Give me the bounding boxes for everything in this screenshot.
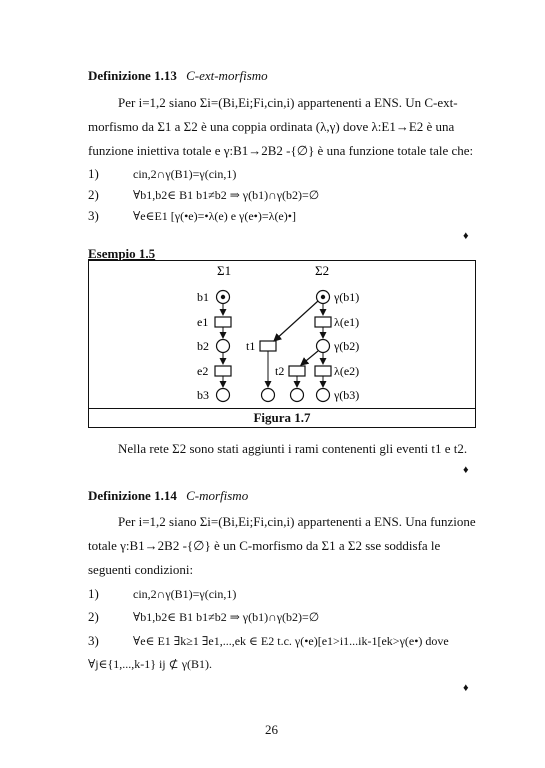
- example-note: Nella rete Σ2 sono stati aggiunti i rami contenenti gli eventi t1 e t2.: [118, 441, 468, 456]
- transition-e1: [215, 317, 231, 327]
- condition-text: ∀b1,b2∈ B1 b1≠b2 ⇒ γ(b1)∩γ(b2)=∅: [133, 188, 320, 202]
- condition-number: 1): [88, 586, 99, 601]
- condition-text: cin,2∩γ(B1)=γ(cin,1): [133, 167, 237, 181]
- place-gamma-b2: [317, 340, 330, 353]
- definition-title: C-ext-morfismo: [186, 68, 268, 83]
- end-of-example-mark: ♦: [463, 464, 469, 476]
- label-gamma-b3: γ(b3): [334, 388, 360, 402]
- definition-line: totale γ:B1→2B2 -{∅} è un C-morfismo da Σ1 a Σ2 sse soddisfa le: [88, 538, 441, 553]
- place-t2-output: [291, 389, 304, 402]
- definition-line: funzione iniettiva totale e γ:B1→2B2 -{∅} è una funzione totale tale che:: [88, 143, 474, 158]
- figure-caption: Figura 1.7: [89, 408, 475, 427]
- end-of-definition-mark: ♦: [463, 230, 469, 242]
- label-b1: b1: [197, 290, 209, 304]
- definition-heading: [88, 488, 248, 504]
- transition-lambda-e1: [315, 317, 331, 327]
- label-lambda-e1: λ(e1): [334, 315, 360, 329]
- condition-text: cin,2∩γ(B1)=γ(cin,1): [133, 587, 237, 601]
- definition-title: C-morfismo: [186, 488, 249, 503]
- definition-line: seguenti condizioni:: [88, 562, 194, 577]
- definition-line: Per i=1,2 siano Σi=(Bi,Ei;Fi,cin,i) appartenenti a ENS. Un C-ext-: [118, 95, 458, 110]
- transition-t2: [289, 366, 305, 376]
- label-gamma-b1: γ(b1): [334, 290, 360, 304]
- place-gamma-b3: [317, 389, 330, 402]
- transition-e2: [215, 366, 231, 376]
- end-of-definition-mark: ♦: [463, 682, 469, 694]
- label-e1: e1: [197, 315, 209, 329]
- label-t2: t2: [275, 364, 285, 378]
- condition-text: ∀e∈E1 [γ(•e)=•λ(e) e γ(e•)=λ(e)•]: [133, 209, 296, 223]
- label-t1: t1: [246, 339, 256, 353]
- definition-line: Per i=1,2 siano Σi=(Bi,Ei;Fi,cin,i) appartenenti a ENS. Una funzione: [118, 514, 476, 529]
- condition-number: 2): [88, 187, 99, 202]
- example-label: Esempio 1.5: [88, 246, 156, 261]
- token: [321, 295, 325, 299]
- place-b2: [217, 340, 230, 353]
- transition-lambda-e2: [315, 366, 331, 376]
- definition-line: morfismo da Σ1 a Σ2 è una coppia ordinata (λ,γ) dove λ:E1→E2 è una: [88, 119, 455, 134]
- net-left-label: Σ1: [217, 263, 232, 278]
- definition-label: Definizione 1.13: [88, 68, 177, 83]
- definition-label: Definizione 1.14: [88, 488, 177, 503]
- definition-heading: [88, 68, 268, 84]
- transition-t1: [260, 341, 276, 351]
- page-number: 26: [265, 722, 278, 737]
- place-t1-output: [262, 389, 275, 402]
- condition-continuation: ∀j∈{1,...,k-1} ij ⊄ γ(B1).: [88, 657, 212, 671]
- condition-number: 1): [88, 166, 99, 181]
- label-b2: b2: [197, 339, 209, 353]
- token: [221, 295, 225, 299]
- place-b3: [217, 389, 230, 402]
- condition-number: 2): [88, 609, 99, 624]
- label-b3: b3: [197, 388, 209, 402]
- figure-box: [88, 260, 476, 428]
- label-lambda-e2: λ(e2): [334, 364, 360, 378]
- net-right-label: Σ2: [315, 263, 330, 278]
- condition-number: 3): [88, 208, 99, 223]
- condition-number: 3): [88, 633, 99, 648]
- label-gamma-b2: γ(b2): [334, 339, 360, 353]
- condition-text: ∀b1,b2∈ B1 b1≠b2 ⇒ γ(b1)∩γ(b2)=∅: [133, 610, 320, 624]
- condition-text: ∀e∈ E1 ∃k≥1 ∃e1,...,ek ∈ E2 t.c. γ(•e)[e1>i1...ik-1[ek>γ(e•) dove: [133, 634, 449, 648]
- label-e2: e2: [197, 364, 209, 378]
- petri-net-diagram: [89, 261, 475, 409]
